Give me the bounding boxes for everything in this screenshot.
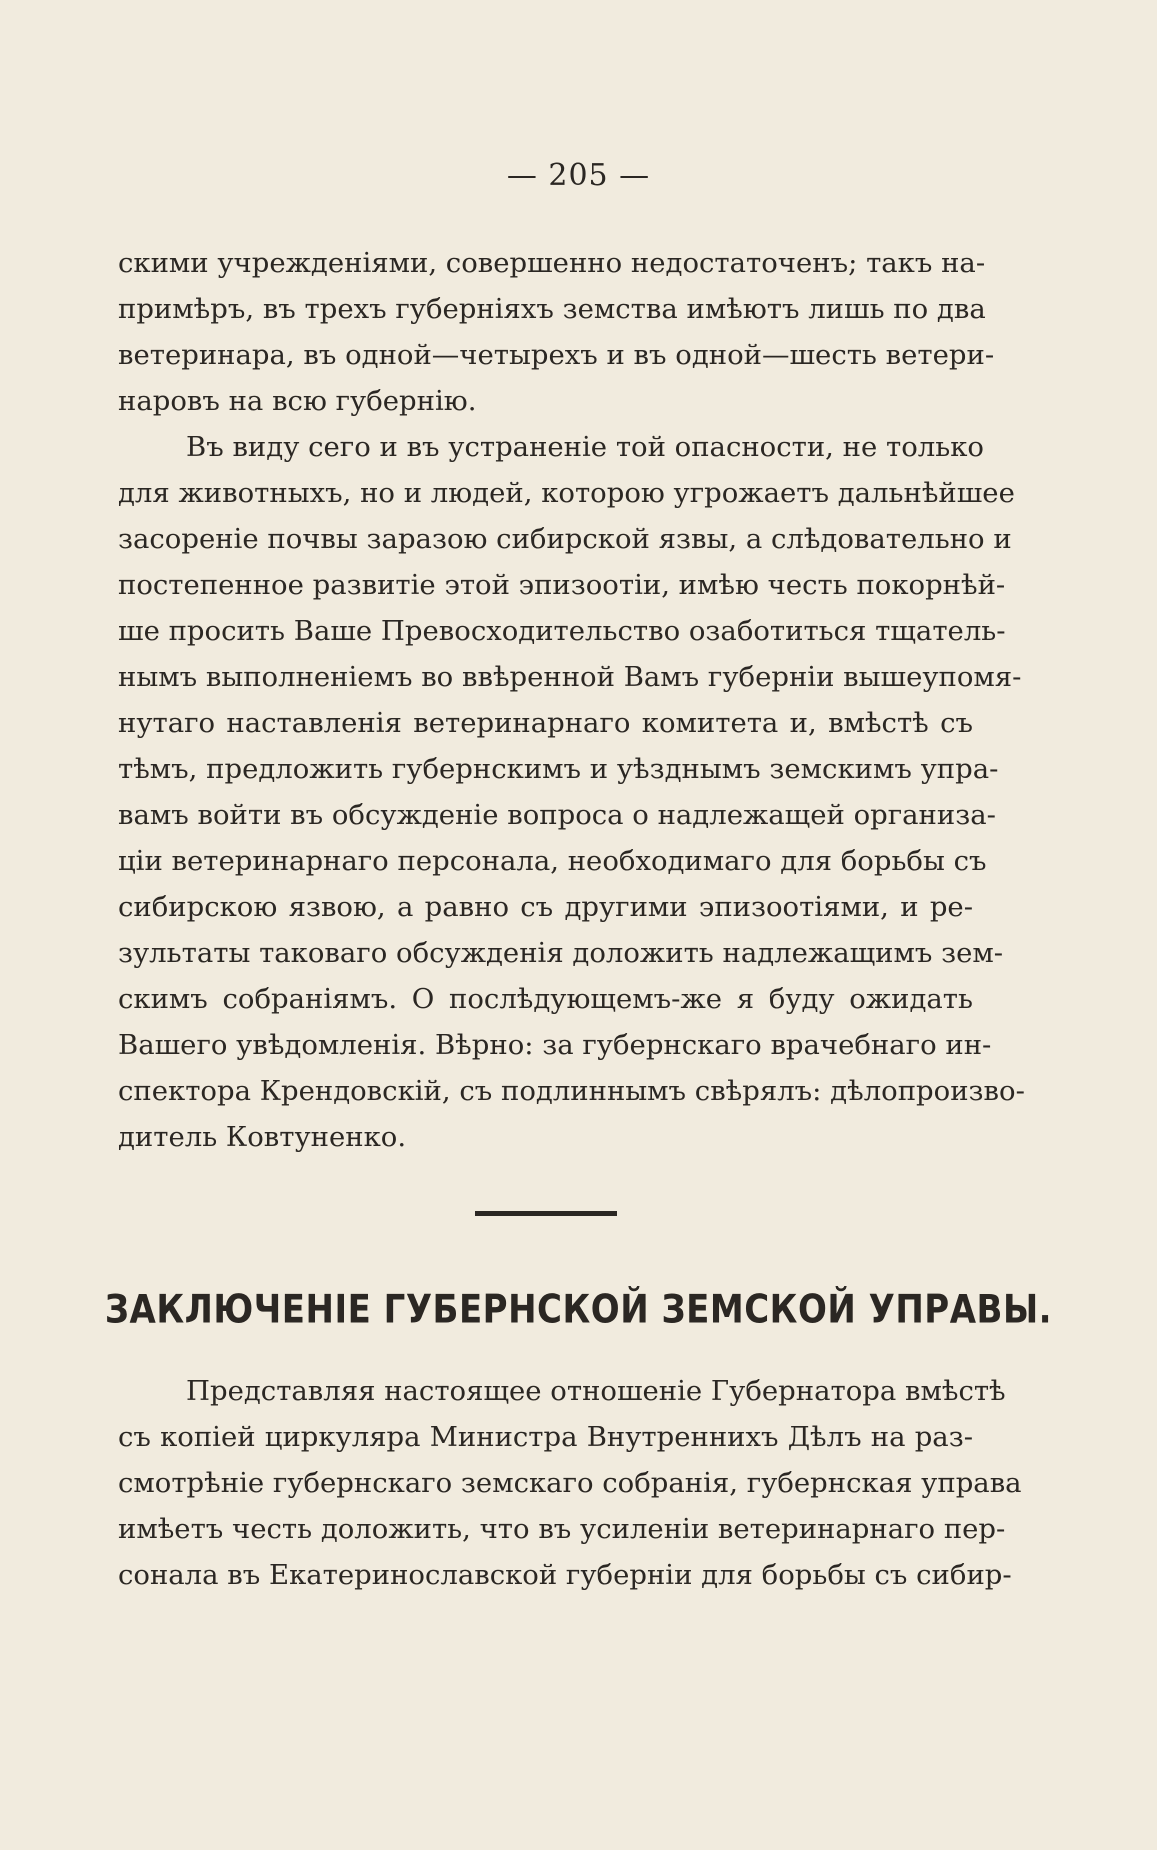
text-line: засореніе почвы заразою сибирской язвы, а слѣдовательно и [118,523,1012,555]
text-line: Вашего увѣдомленія. Вѣрно: за губернскаго врачебнаго ин- [118,1029,992,1061]
section-divider [475,1211,617,1216]
text-line: для животныхъ, но и людей, которою угрожаетъ дальнѣйшее [118,477,1015,509]
text-block-bottom [118,1368,1022,1598]
text-line: спектора Крендовскій, съ подлиннымъ свѣрялъ: дѣлопроизво- [118,1075,1025,1107]
text-line: примѣръ, въ трехъ губерніяхъ земства имѣютъ лишь по два [118,293,986,325]
text-line: дитель Ковтуненко. [118,1121,407,1153]
text-line: скимъ собраніямъ. О послѣдующемъ-же я буду ожидать [118,983,973,1015]
text-line: тѣмъ, предложить губернскимъ и уѣзднымъ земскимъ упра- [118,753,999,785]
text-line: ше просить Ваше Превосходительство озаботиться тщатель- [118,615,1006,647]
text-line: постепенное развитіе этой эпизоотіи, имѣю честь покорнѣй- [118,569,1006,601]
text-line: зультаты таковаго обсужденія доложить надлежащимъ зем- [118,937,1004,969]
section-heading: ЗАКЛЮЧЕНІЕ ГУБЕРНСКОЙ ЗЕМСКОЙ УПРАВЫ. [104,1287,1053,1333]
text-line: Въ виду сего и въ устраненіе той опасности, не только [186,431,984,463]
text-line: сонала въ Екатеринославской губерніи для борьбы съ сибир- [118,1559,1012,1591]
text-line: ветеринара, въ одной—четырехъ и въ одной—шесть ветери- [118,339,995,371]
text-line: нутаго наставленія ветеринарнаго комитета и, вмѣстѣ съ [118,707,973,739]
text-line: вамъ войти въ обсужденіе вопроса о надлежащей организа- [118,799,996,831]
text-line: съ копіей циркуляра Министра Внутреннихъ Дѣлъ на раз- [118,1421,973,1453]
text-line: нымъ выполненіемъ во ввѣренной Вамъ губерніи вышеупомя- [118,661,1022,693]
text-line: сибирскою язвою, а равно съ другими эпизоотіями, и ре- [118,891,973,923]
text-line: скими учрежденіями, совершенно недостаточенъ; такъ на- [118,247,986,279]
text-line: имѣетъ честь доложить, что въ усиленіи ветеринарнаго пер- [118,1513,1006,1545]
text-line: смотрѣніе губернскаго земскаго собранія, губернская управа [118,1467,1022,1499]
text-block-top [118,240,1025,1160]
text-line: ціи ветеринарнаго персонала, необходимаго для борьбы съ [118,845,987,877]
text-line: наровъ на всю губернію. [118,385,477,417]
page-number: — 205 — [506,158,651,193]
text-line: Представляя настоящее отношеніе Губернатора вмѣстѣ [186,1375,1006,1407]
